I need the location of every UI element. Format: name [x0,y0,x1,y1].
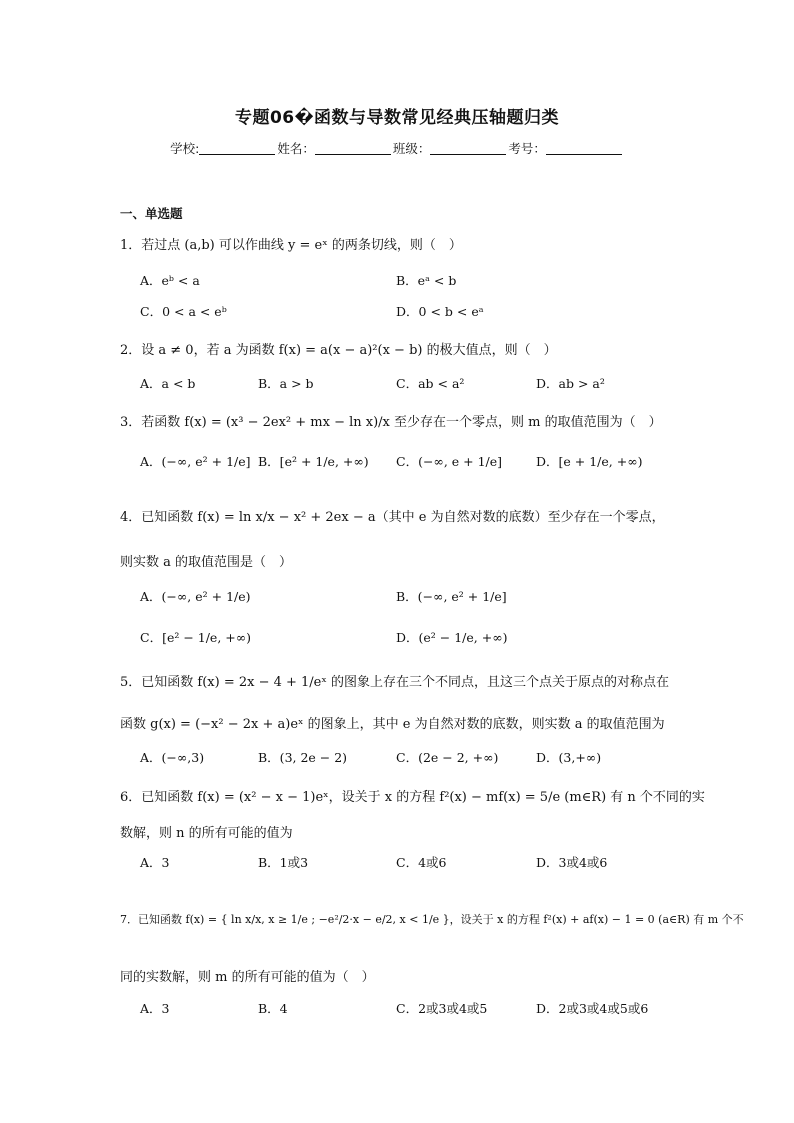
school-label: 学校: [170,141,200,156]
q1-option-c[interactable]: C．0 < a < eᵇ [140,304,227,319]
exam-number-label: 考号： [508,141,546,156]
student-info-line [0,139,794,157]
page-title: 专题06�函数与导数常见经典压轴题归类 [234,108,560,128]
name-label: 姓名： [277,141,315,156]
q7-option-a[interactable]: A．3 [140,1001,170,1016]
q6-option-b[interactable]: B．1或3 [258,855,309,870]
school-blank[interactable] [199,142,275,155]
question-4: 4．已知函数 f(x) = ln x/x − x² + 2ex − a（其中 e 为自然对数的底数）至少存在一个零点， [120,510,665,525]
q3-option-a[interactable]: A．(−∞, e² + 1/e] [140,454,251,469]
question-5: 5．已知函数 f(x) = 2x − 4 + 1/eˣ 的图象上存在三个不同点，且这三个点关于原点的对称点在 [120,675,670,690]
q4-option-d[interactable]: D．(e² − 1/e, +∞) [396,630,508,645]
section-heading: 一、单选题 [120,206,183,221]
question-1: 1．若过点 (a,b) 可以作曲线 y = eˣ 的两条切线，则（ ） [120,238,462,253]
q5-option-b[interactable]: B．(3, 2e − 2) [258,750,348,765]
q3-option-d[interactable]: D．[e + 1/e, +∞) [536,454,643,469]
name-blank[interactable] [315,142,391,155]
question-6: 6．已知函数 f(x) = (x² − x − 1)eˣ，设关于 x 的方程 f²(x) − mf(x) = 5/e (m∈R) 有 n 个不同的实 [120,790,705,805]
question-5-continued: 函数 g(x) = (−x² − 2x + a)eˣ 的图象上，其中 e 为自然对数的底数，则实数 a 的取值范围为 [120,717,665,732]
question-3: 3．若函数 f(x) = (x³ − 2ex² + mx − ln x)/x 至少存在一个零点，则 m 的取值范围为（ ） [120,415,662,430]
q7-option-d[interactable]: D．2或3或4或5或6 [536,1001,649,1016]
q4-option-a[interactable]: A．(−∞, e² + 1/e) [140,589,251,604]
q3-option-b[interactable]: B．[e² + 1/e, +∞) [258,454,369,469]
q6-option-d[interactable]: D．3或4或6 [536,855,608,870]
q5-option-a[interactable]: A．(−∞,3) [140,750,205,765]
q7-option-c[interactable]: C．2或3或4或5 [396,1001,488,1016]
q5-option-c[interactable]: C．(2e − 2, +∞) [396,750,499,765]
q2-option-d[interactable]: D．ab > a² [536,376,605,391]
q2-option-c[interactable]: C．ab < a² [396,376,465,391]
exam-number-blank[interactable] [546,142,622,155]
question-2: 2．设 a ≠ 0，若 a 为函数 f(x) = a(x − a)²(x − b) 的极大值点，则（ ） [120,343,557,358]
q6-option-a[interactable]: A．3 [140,855,170,870]
question-6-continued: 数解，则 n 的所有可能的值为 [120,826,293,841]
question-7-continued: 同的实数解，则 m 的所有可能的值为（ ） [120,970,375,985]
q1-option-d[interactable]: D．0 < b < eᵃ [396,304,484,319]
q2-option-b[interactable]: B．a > b [258,376,314,391]
q7-option-b[interactable]: B．4 [258,1001,288,1016]
class-blank[interactable] [430,142,506,155]
question-4-continued: 则实数 a 的取值范围是（ ） [120,555,293,570]
question-7: 7．已知函数 f(x) = { ln x/x, x ≥ 1/e ; −e²/2·x − e/2, x < 1/e }，设关于 x 的方程 f²(x) + af(x) − 1 = 0 (a∈R) 有 m 个不 [120,913,744,926]
q5-option-d[interactable]: D．(3,+∞) [536,750,602,765]
q4-option-b[interactable]: B．(−∞, e² + 1/e] [396,589,507,604]
q4-option-c[interactable]: C．[e² − 1/e, +∞) [140,630,252,645]
class-label: 班级： [392,141,431,156]
q2-option-a[interactable]: A．a < b [140,376,196,391]
q1-option-b[interactable]: B．eᵃ < b [396,273,457,288]
q3-option-c[interactable]: C．(−∞, e + 1/e] [396,454,503,469]
q6-option-c[interactable]: C．4或6 [396,855,447,870]
q1-option-a[interactable]: A．eᵇ < a [140,273,200,288]
